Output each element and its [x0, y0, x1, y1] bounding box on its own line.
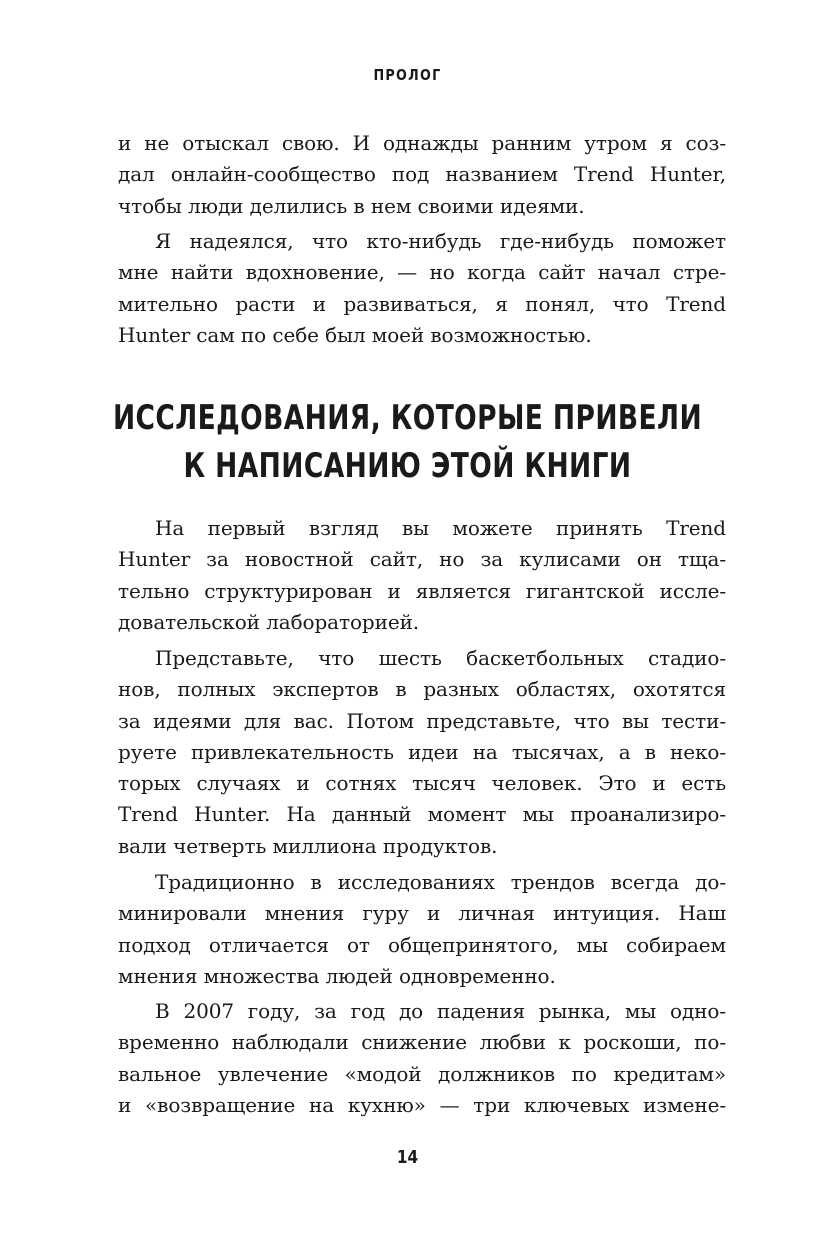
paragraph [118, 226, 726, 351]
text-line: за идеями для вас. Потом представьте, что вы тести- [118, 708, 726, 733]
paragraph [118, 513, 726, 638]
text-line: руете привлекательность идеи на тысячах, а в неко- [118, 739, 726, 764]
text-line: временно наблюдали снижение любви к роскоши, по- [118, 1030, 726, 1055]
text-line: чтобы люди делились в нем своими идеями. [118, 193, 585, 218]
text-line: вальное увлечение «модой должников по кредитам» [118, 1061, 726, 1086]
text-line: Я надеялся, что кто-нибудь где-нибудь поможет [155, 229, 726, 253]
text-line: торых случаях и сотнях тысяч человек. Это и есть [118, 771, 726, 796]
text-line: мнения множества людей одновременно. [118, 963, 556, 988]
running-head: ПРОЛОГ [373, 66, 442, 84]
text-line: Hunter за новостной сайт, но за кулисами он тща- [118, 547, 726, 572]
text-line: и не отыскал свою. И однажды ранним утром я соз- [118, 131, 726, 155]
text-line: довательской лабораторией. [118, 609, 420, 634]
text-line: нов, полных экспертов в разных областях, охотятся [118, 677, 726, 702]
text-line: Традиционно в исследованиях трендов всегда до- [155, 870, 726, 894]
text-line: На первый взгляд вы можете принять Trend [155, 516, 726, 540]
section-heading [0, 394, 815, 490]
paragraph [118, 867, 726, 992]
text-line: мительно расти и развиваться, я понял, что Trend [118, 291, 726, 316]
text-line: и «возвращение на кухню» — три ключевых измене- [118, 1092, 726, 1117]
text-line: вали четверть миллиона продуктов. [118, 833, 498, 858]
paragraph [118, 643, 726, 862]
text-line: тельно структурирован и является гигантской иссле- [118, 578, 726, 603]
text-line: минировали мнения гуру и личная интуиция. Наш [118, 901, 726, 926]
text-line: Представьте, что шесть баскетбольных стадио- [155, 646, 726, 670]
section-heading-line: К НАПИСАНИЮ ЭТОЙ КНИГИ [183, 446, 632, 486]
text-line: Trend Hunter. На данный момент мы проанализиро- [118, 802, 726, 827]
text-line: подход отличается от общепринятого, мы собираем [118, 932, 726, 957]
paragraph-continuation [118, 128, 726, 222]
text-line: дал онлайн-сообщество под названием Trend Hunter, [118, 162, 726, 187]
text-line: мне найти вдохновение, — но когда сайт начал стре- [118, 260, 726, 285]
text-line: Hunter сам по себе был моей возможностью. [118, 322, 592, 347]
section-heading-line: ИССЛЕДОВАНИЯ, КОТОРЫЕ ПРИВЕЛИ [112, 398, 703, 438]
page-number: 14 [396, 1147, 419, 1168]
paragraph [118, 996, 726, 1121]
text-line: В 2007 году, за год до падения рынка, мы одно- [155, 999, 726, 1023]
